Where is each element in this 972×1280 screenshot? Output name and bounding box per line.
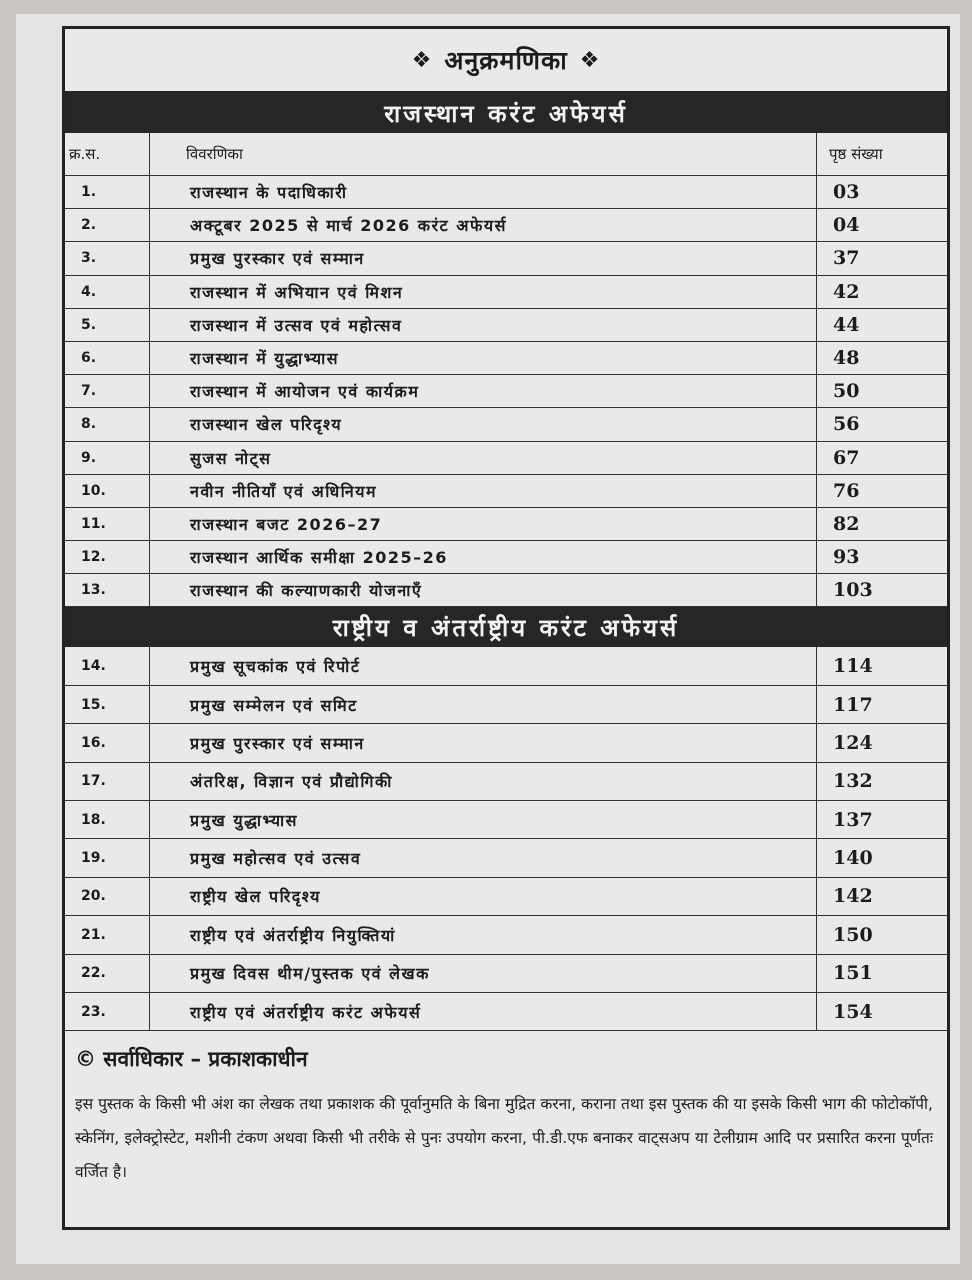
- row-page-number: 117: [817, 685, 948, 723]
- row-page-number: 103: [817, 574, 948, 607]
- row-serial: 4.: [65, 275, 150, 308]
- row-description: प्रमुख सूचकांक एवं रिपोर्ट: [150, 647, 817, 685]
- row-description: नवीन नीतियाँ एवं अधिनियम: [150, 474, 817, 507]
- row-page-number: 150: [817, 916, 948, 954]
- row-serial: 13.: [65, 574, 150, 607]
- row-page-number: 76: [817, 474, 948, 507]
- row-page-number: 151: [817, 954, 948, 992]
- index-frame: [62, 26, 950, 1230]
- row-description: राजस्थान में आयोजन एवं कार्यक्रम: [150, 375, 817, 408]
- row-serial: 15.: [65, 685, 150, 723]
- row-serial: 5.: [65, 308, 150, 341]
- table-row: [65, 992, 947, 1030]
- row-description: राजस्थान में युद्धाभ्यास: [150, 341, 817, 374]
- row-page-number: 04: [817, 209, 948, 242]
- row-description: राष्ट्रीय खेल परिदृश्य: [150, 877, 817, 915]
- row-description: राजस्थान में अभियान एवं मिशन: [150, 275, 817, 308]
- copyright-title: © सर्वाधिकार – प्रकाशकाधीन: [75, 1047, 308, 1072]
- index-title: अनुक्रमणिका: [444, 46, 568, 75]
- table-row: [65, 762, 947, 800]
- row-description: अंतरिक्ष, विज्ञान एवं प्रौद्योगिकी: [150, 762, 817, 800]
- row-page-number: 37: [817, 242, 948, 275]
- row-serial: 22.: [65, 954, 150, 992]
- table-row: [65, 441, 947, 474]
- row-description: राष्ट्रीय एवं अंतर्राष्ट्रीय करंट अफेयर्स: [150, 992, 817, 1030]
- table-row: [65, 801, 947, 839]
- table-row: [65, 541, 947, 574]
- table-row: [65, 685, 947, 723]
- row-serial: 12.: [65, 541, 150, 574]
- table-row: [65, 176, 947, 209]
- row-page-number: 48: [817, 341, 948, 374]
- row-description: राजस्थान की कल्याणकारी योजनाएँ: [150, 574, 817, 607]
- row-serial: 2.: [65, 209, 150, 242]
- row-description: अक्टूबर 2025 से मार्च 2026 करंट अफेयर्स: [150, 209, 817, 242]
- row-serial: 18.: [65, 801, 150, 839]
- table-row: [65, 724, 947, 762]
- row-page-number: 56: [817, 408, 948, 441]
- row-description: प्रमुख पुरस्कार एवं सम्मान: [150, 724, 817, 762]
- row-serial: 1.: [65, 176, 150, 209]
- table-row: [65, 341, 947, 374]
- col-header-sn: क्र.स.: [65, 133, 150, 176]
- row-serial: 3.: [65, 242, 150, 275]
- row-description: प्रमुख युद्धाभ्यास: [150, 801, 817, 839]
- row-page-number: 137: [817, 801, 948, 839]
- row-page-number: 132: [817, 762, 948, 800]
- row-description: राष्ट्रीय एवं अंतर्राष्ट्रीय नियुक्तियां: [150, 916, 817, 954]
- table-row: [65, 839, 947, 877]
- row-description: प्रमुख पुरस्कार एवं सम्मान: [150, 242, 817, 275]
- row-page-number: 67: [817, 441, 948, 474]
- row-serial: 7.: [65, 375, 150, 408]
- table-row: [65, 877, 947, 915]
- copyright-text: इस पुस्तक के किसी भी अंश का लेखक तथा प्रकाशक की पूर्वानुमति के बिना मुद्रित करना, कराना तथा इस पुस्तक की या इसके किसी भाग की फोटोकॉपी, स्केनिंग, इलेक्ट्रोस्टेट, मशीनी टंकण अथवा किसी भी तरीके से पुनः उपयोग करना, पी.डी.एफ बनाकर वाट्सअप या टेलीग्राम आदि पर प्रसारित करना पूर्णतः वर्जित है।: [75, 1095, 933, 1182]
- row-serial: 23.: [65, 992, 150, 1030]
- row-page-number: 154: [817, 992, 948, 1030]
- row-serial: 20.: [65, 877, 150, 915]
- row-description: राजस्थान के पदाधिकारी: [150, 176, 817, 209]
- row-serial: 11.: [65, 507, 150, 540]
- row-serial: 10.: [65, 474, 150, 507]
- row-description: राजस्थान खेल परिदृश्य: [150, 408, 817, 441]
- table-row: [65, 647, 947, 685]
- row-description: प्रमुख महोत्सव एवं उत्सव: [150, 839, 817, 877]
- copyright-block: [65, 1031, 947, 1189]
- table-row: [65, 375, 947, 408]
- col-header-page: पृष्ठ संख्या: [817, 133, 948, 176]
- ornament-left-icon: ❖: [411, 47, 433, 73]
- table-row: [65, 954, 947, 992]
- table-row: [65, 574, 947, 607]
- table-row: [65, 916, 947, 954]
- book-page: [16, 14, 960, 1264]
- row-serial: 19.: [65, 839, 150, 877]
- table-row: [65, 408, 947, 441]
- row-description: राजस्थान आर्थिक समीक्षा 2025–26: [150, 541, 817, 574]
- row-page-number: 140: [817, 839, 948, 877]
- index-title-row: [65, 29, 947, 93]
- row-serial: 21.: [65, 916, 150, 954]
- row-serial: 17.: [65, 762, 150, 800]
- row-page-number: 03: [817, 176, 948, 209]
- row-page-number: 93: [817, 541, 948, 574]
- row-description: राजस्थान में उत्सव एवं महोत्सव: [150, 308, 817, 341]
- table-header-row: [65, 133, 947, 176]
- row-page-number: 42: [817, 275, 948, 308]
- row-serial: 14.: [65, 647, 150, 685]
- col-header-desc: विवरणिका: [150, 133, 817, 176]
- table-row: [65, 209, 947, 242]
- row-serial: 16.: [65, 724, 150, 762]
- row-description: प्रमुख दिवस थीम/पुस्तक एवं लेखक: [150, 954, 817, 992]
- table-row: [65, 242, 947, 275]
- ornament-right-icon: ❖: [579, 47, 601, 73]
- row-serial: 6.: [65, 341, 150, 374]
- row-description: सुजस नोट्स: [150, 441, 817, 474]
- row-description: राजस्थान बजट 2026–27: [150, 507, 817, 540]
- row-page-number: 124: [817, 724, 948, 762]
- table-row: [65, 308, 947, 341]
- row-description: प्रमुख सम्मेलन एवं समिट: [150, 685, 817, 723]
- table-row: [65, 507, 947, 540]
- row-page-number: 44: [817, 308, 948, 341]
- row-page-number: 114: [817, 647, 948, 685]
- section1-heading: राजस्थान करंट अफेयर्स: [65, 93, 947, 133]
- section1-table: [65, 133, 947, 607]
- row-serial: 8.: [65, 408, 150, 441]
- section2-heading: राष्ट्रीय व अंतर्राष्ट्रीय करंट अफेयर्स: [65, 607, 947, 647]
- table-row: [65, 474, 947, 507]
- row-page-number: 142: [817, 877, 948, 915]
- section2-table: [65, 647, 947, 1031]
- row-serial: 9.: [65, 441, 150, 474]
- row-page-number: 82: [817, 507, 948, 540]
- table-row: [65, 275, 947, 308]
- row-page-number: 50: [817, 375, 948, 408]
